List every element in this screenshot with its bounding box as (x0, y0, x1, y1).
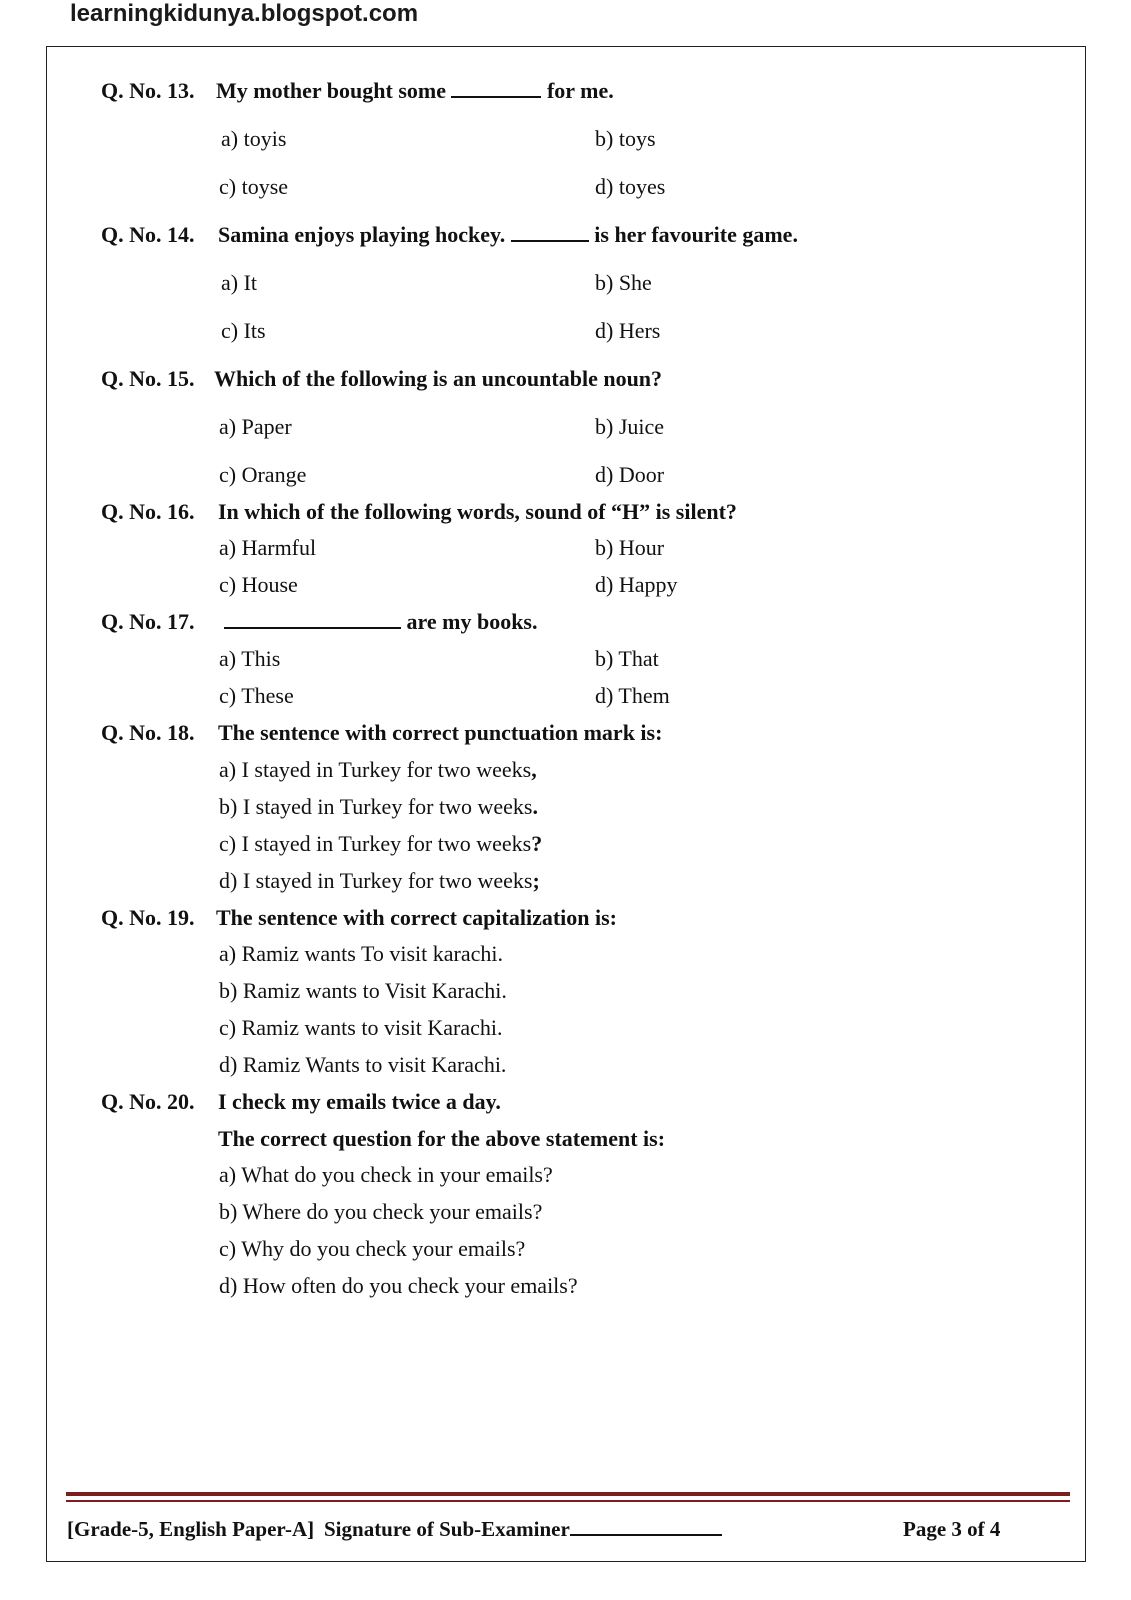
option-b: b) Juice (595, 414, 665, 439)
option-d: d) Them (595, 683, 670, 708)
option-c: c) Orange (219, 462, 307, 487)
paper-label: [Grade-5, English Paper-A] (67, 1517, 315, 1541)
question-number: Q. No. 20. (101, 1089, 195, 1114)
question-number: Q. No. 19. (101, 905, 195, 930)
question-text-end: for me. (546, 78, 614, 103)
option-b: b) toys (595, 126, 656, 151)
option-a: a) Harmful (219, 535, 317, 560)
punctuation-mark: , (531, 757, 537, 782)
option-a: a) Ramiz wants To visit karachi. (219, 941, 503, 966)
option-d: d) Happy (595, 572, 678, 597)
option-c: c) Its (221, 318, 266, 343)
question-text: Which of the following is an uncountable noun? (214, 366, 663, 391)
punctuation-mark: . (532, 794, 538, 819)
option-d: d) Hers (595, 318, 661, 343)
question-subtext: The correct question for the above statement is: (218, 1126, 666, 1151)
question-number: Q. No. 14. (101, 222, 195, 247)
option-b: b) Ramiz wants to Visit Karachi. (219, 978, 507, 1003)
page-number: Page 3 of 4 (903, 1517, 1001, 1541)
option-text: c) I stayed in Turkey for two weeks (219, 831, 532, 856)
option-d: d) How often do you check your emails? (219, 1273, 578, 1298)
option-b: b) Hour (595, 535, 665, 560)
question-text: The sentence with correct capitalization is: (216, 905, 618, 930)
option-d: d) Ramiz Wants to visit Karachi. (219, 1052, 507, 1077)
option-d: d) toyes (595, 174, 666, 199)
question-text-start: My mother bought some (216, 78, 446, 103)
option-c: c) Ramiz wants to visit Karachi. (219, 1015, 503, 1040)
option-d: d) Door (595, 462, 665, 487)
option-a: a) It (221, 270, 258, 295)
footer-rule-thin (66, 1500, 1070, 1502)
site-url: learningkidunya.blogspot.com (70, 0, 419, 27)
signature-blank (570, 1522, 722, 1536)
question-number: Q. No. 16. (101, 499, 195, 524)
page-frame (46, 46, 1086, 1562)
punctuation-mark: ? (531, 831, 543, 856)
footer-rule (66, 1492, 1070, 1496)
option-c: c) House (219, 572, 298, 597)
question-text: I check my emails twice a day. (218, 1089, 501, 1114)
answer-blank (224, 613, 401, 629)
question-number: Q. No. 17. (101, 609, 195, 634)
answer-blank (511, 226, 589, 242)
option-text: b) I stayed in Turkey for two weeks (219, 794, 533, 819)
option-a (219, 759, 537, 781)
option-b: b) She (595, 270, 652, 295)
question-number: Q. No. 15. (101, 366, 195, 391)
option-a: a) This (219, 646, 281, 671)
question-text (218, 224, 798, 246)
question-number: Q. No. 13. (101, 78, 195, 103)
option-a: a) Paper (219, 414, 292, 439)
question-text (224, 611, 538, 633)
option-b: b) That (595, 646, 659, 671)
option-text: a) I stayed in Turkey for two weeks (219, 757, 532, 782)
question-text (216, 80, 614, 102)
question-text: In which of the following words, sound of “H” is silent? (218, 499, 737, 524)
option-text: d) I stayed in Turkey for two weeks (219, 868, 533, 893)
punctuation-mark: ; (532, 868, 540, 893)
option-d (219, 870, 540, 892)
option-a: a) What do you check in your emails? (219, 1162, 553, 1187)
option-c: c) Why do you check your emails? (219, 1236, 526, 1261)
option-a: a) toyis (221, 126, 287, 151)
answer-blank (451, 82, 541, 98)
signature-field (324, 1517, 722, 1542)
question-number: Q. No. 18. (101, 720, 195, 745)
question-text-start: Samina enjoys playing hockey. (218, 222, 506, 247)
question-text: The sentence with correct punctuation mark is: (218, 720, 663, 745)
question-text-end: are my books. (406, 609, 538, 634)
option-b: b) Where do you check your emails? (219, 1199, 543, 1224)
signature-label: Signature of Sub-Examiner (324, 1517, 570, 1541)
option-c (219, 833, 542, 855)
question-text-end: is her favourite game. (594, 222, 798, 247)
option-c: c) toyse (219, 174, 289, 199)
option-c: c) These (219, 683, 294, 708)
option-b (219, 796, 538, 818)
